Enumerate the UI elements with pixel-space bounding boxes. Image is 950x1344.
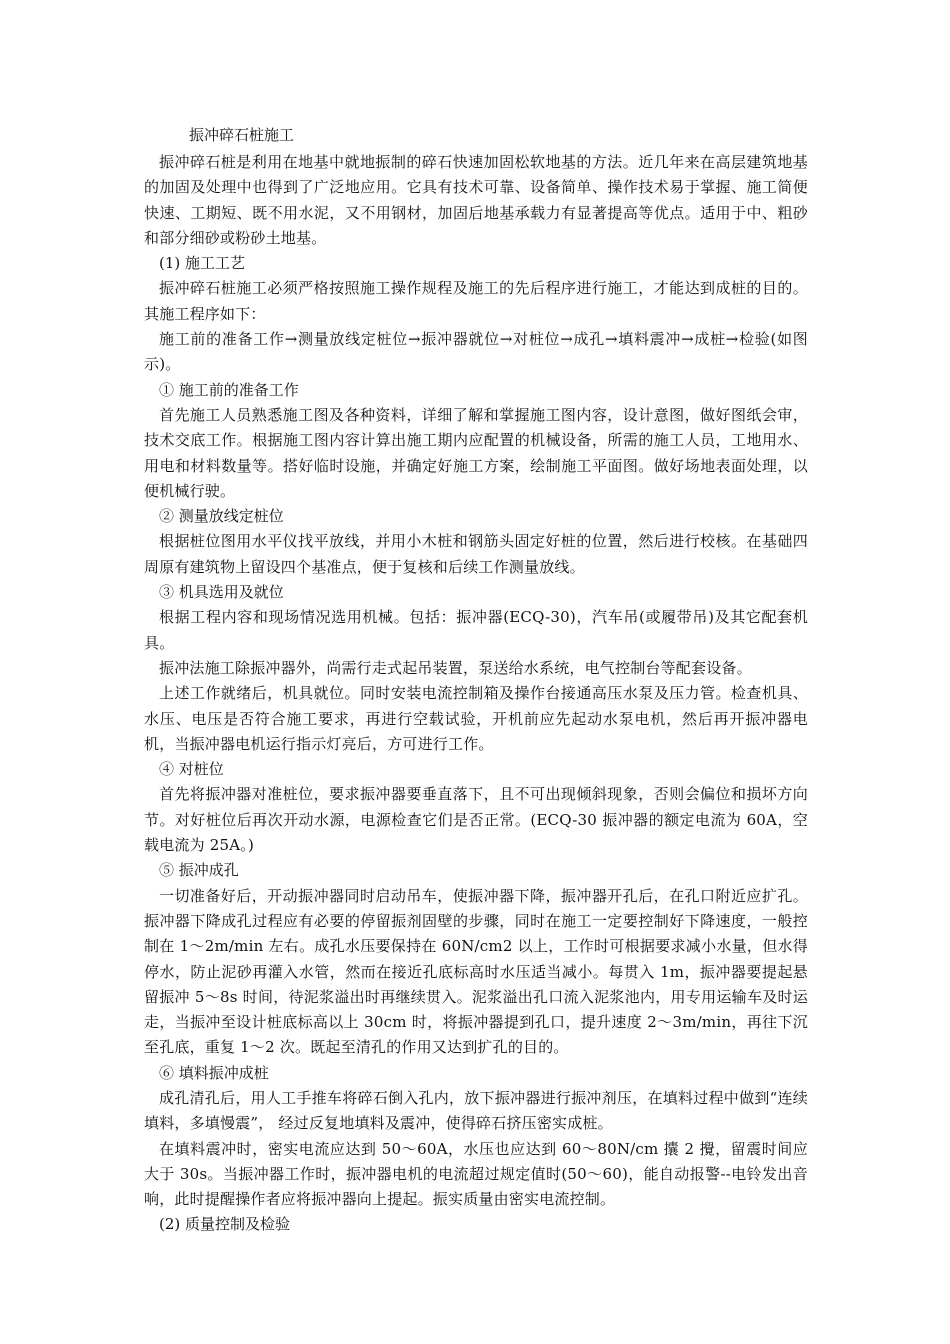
paragraph-filling-control: 在填料震冲时，密实电流应达到 50～60A，水压也应达到 60～80N/cm 攮 2 攪，留震时间应大于 30s。当振冲器工作时，振冲器电机的电流超过规定值时(50～60)，能自动报警--电铃发出音响，此时提醒操作者应将振冲器向上提起。振实质量由密实电流控制。 bbox=[144, 1139, 808, 1209]
subheading-survey-layout: ② 测量放线定桩位 bbox=[159, 507, 284, 526]
paragraph-preparation: 首先施工人员熟悉施工图及各种资料，详细了解和掌握施工图内容，设计意图，做好图纸会审，技术交底工作。根据施工图内容计算出施工期内应配置的机械设备，所需的施工人员，工地用水、用电和材料数量等。搭好临时设施，并确定好施工方案，绘制施工平面图。做好场地表面处理，以便机械行驶。 bbox=[144, 405, 808, 500]
subheading-filling: ⑥ 填料振冲成桩 bbox=[159, 1063, 269, 1082]
document-title: 振冲碎石桩施工 bbox=[189, 126, 295, 144]
subheading-pile-alignment: ④ 对桩位 bbox=[159, 760, 224, 779]
paragraph-survey-layout: 根据桩位图用水平仪找平放线，并用小木桩和钢筋头固定好桩的位置，然后进行校核。在基础四周原有建筑物上留设四个基准点，便于复核和后续工作测量放线。 bbox=[144, 532, 808, 576]
section-heading-quality-control: (2) 质量控制及检验 bbox=[159, 1215, 291, 1234]
paragraph-hole-forming: 一切准备好后，开动振冲器同时启动吊车，使振冲器下降，振冲器开孔后，在孔口附近应扩孔。振冲器下降成孔过程应有必要的停留振剂固壁的步骤，同时在施工一定要控制好下降速度，一般控制在 1～2m/min 左右。成孔水压要保持在 60N/cm2 以上，工作时可根据要求减小水量，但水得停水，防止泥砂再灌入水管，然而在接近孔底标高时水压适当减小。每贯入 1m，振冲器要提起悬留振冲 5～8s 时间，待泥浆溢出时再继续贯入。泥浆溢出孔口流入泥浆池内，用专用运输车及时运走，当振冲至设计桩底标高以上 30cm 时，将振冲器提到孔口，提升速度 2～3m/min，再往下沉至孔底，重复 1～2 次。既起至清孔的作用又达到扩孔的目的。 bbox=[144, 886, 808, 1057]
paragraph-equipment-selection: 根据工程内容和现场情况选用机械。包括：振冲器(ECQ-30)，汽车吊(或履带吊)及其它配套机具。 bbox=[144, 608, 808, 652]
paragraph-process-sequence: 施工前的准备工作→测量放线定桩位→振冲器就位→对桩位→成孔→填料震冲→成桩→检验(如图示)。 bbox=[144, 330, 808, 374]
paragraph-pile-alignment: 首先将振冲器对准桩位，要求振冲器要垂直落下，且不可出现倾斜现象，否则会偏位和损坏方向节。对好桩位后再次开动水源，电源检查它们是否正常。(ECQ-30 振冲器的额定电流为 60A，空载电流为 25A。) bbox=[144, 785, 808, 855]
document-page bbox=[144, 122, 808, 1238]
paragraph-process-rules: 振冲碎石桩施工必须严格按照施工操作规程及施工的先后程序进行施工，才能达到成桩的目的。其施工程序如下： bbox=[144, 279, 808, 323]
paragraph-equipment-setup: 上述工作就绪后，机具就位。同时安装电流控制箱及操作台接通高压水泵及压力管。检查机具、水压、电压是否符合施工要求，再进行空载试验，开机前应先起动水泵电机，然后再开振冲器电机，当振冲器电机运行指示灯亮后，方可进行工作。 bbox=[144, 684, 808, 753]
subheading-hole-forming: ⑤ 振冲成孔 bbox=[159, 861, 239, 880]
subheading-equipment: ③ 机具选用及就位 bbox=[159, 583, 284, 602]
subheading-preparation: ① 施工前的准备工作 bbox=[159, 380, 299, 399]
paragraph-equipment-auxiliary: 振冲法施工除振冲器外，尚需行走式起吊装置，泵送给水系统，电气控制台等配套设备。 bbox=[159, 658, 752, 677]
paragraph-intro: 振冲碎石桩是利用在地基中就地振制的碎石快速加固松软地基的方法。近几年来在高层建筑地基的加固及处理中也得到了广泛地应用。它具有技术可靠、设备简单、操作技术易于掌握、施工简便快速、工期短、既不用水泥，又不用钢材，加固后地基承载力有显著提高等优点。适用于中、粗砂和部分细砂或粉砂土地基。 bbox=[144, 153, 808, 247]
section-heading-construction-process: (1) 施工工艺 bbox=[159, 254, 246, 273]
paragraph-filling: 成孔清孔后，用人工手推车将碎石倒入孔内，放下振冲器进行振冲剂压，在填料过程中做到“连续填料，多填慢震”， 经过反复地填料及震冲，使得碎石挤压密实成桩。 bbox=[144, 1088, 808, 1133]
